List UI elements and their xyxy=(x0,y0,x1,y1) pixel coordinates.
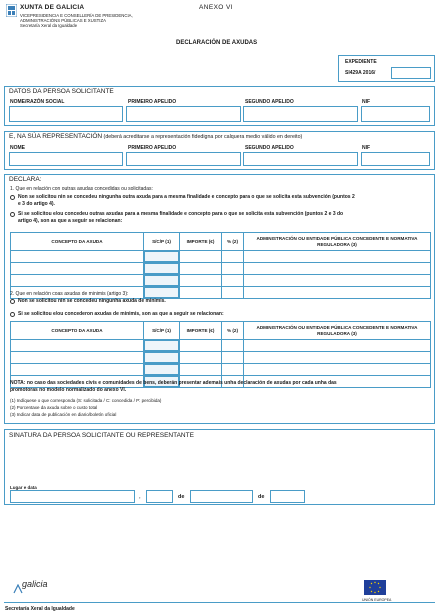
q2-option-yes-text: Si se solicitou e/ou concederon axudas de minimis, son as que a seguir se relacionan: xyxy=(18,311,224,317)
footnote-3: (3) Indicar data de publicación en diario/boletín oficial xyxy=(10,412,117,417)
amount-cell[interactable] xyxy=(180,251,222,263)
col-administration: ADMINISTRACIÓN OU ENTIDADE PÚBLICA CONCEDENTE E NORMATIVA REGULADORA (3) xyxy=(244,322,431,340)
representative-title-note: (deberá acreditarse a representación fidedigna por calquera medio válido en dereito) xyxy=(102,134,303,140)
q2-option-no-text: Non se solicitou nin se concedeu ningunha axuda de minimis. xyxy=(18,298,166,304)
q1-option-yes-radio[interactable] xyxy=(10,212,15,217)
q1-option-no-text-2: e 3 do artigo 4). xyxy=(18,201,55,207)
scp-cell[interactable] xyxy=(144,287,180,299)
place-date-label: Lugar e data xyxy=(10,485,37,490)
org-subtitle-1: VICEPRESIDENCIA E CONSELLERÍA DE PRESIDENCIA, xyxy=(20,13,133,18)
applicant-surname2-label: SEGUNDO APELIDO xyxy=(245,99,294,105)
administration-cell[interactable] xyxy=(244,352,431,364)
galicia-logo-text: galicia xyxy=(22,579,48,589)
table-row xyxy=(11,275,431,287)
percent-cell[interactable] xyxy=(222,287,244,299)
col-concept: CONCEPTO DA AXUDA xyxy=(11,322,144,340)
table-row xyxy=(11,352,431,364)
rep-name-label: NOME xyxy=(10,145,25,151)
concept-cell[interactable] xyxy=(11,352,144,364)
rep-surname2-label: SEGUNDO APELIDO xyxy=(245,145,294,151)
col-amount: IMPORTE (€) xyxy=(180,233,222,251)
rep-surname2-field[interactable] xyxy=(243,152,358,166)
aid-table-2 xyxy=(10,321,431,388)
col-percent: % (2) xyxy=(222,322,244,340)
scp-cell[interactable] xyxy=(144,263,180,275)
rep-name-field[interactable] xyxy=(9,152,123,166)
nota-line-1: NOTA: no caso das sociedades civís e comunidades de bens, deberán presentar ademais unha declaración de axudas por cada unha das xyxy=(10,380,337,386)
applicant-surname1-field[interactable] xyxy=(126,106,241,122)
amount-cell[interactable] xyxy=(180,364,222,376)
applicant-name-label: NOME/RAZÓN SOCIAL xyxy=(10,99,65,105)
applicant-nif-label: NIF xyxy=(362,99,371,105)
rep-surname1-label: PRIMEIRO APELIDO xyxy=(128,145,177,151)
amount-cell[interactable] xyxy=(180,287,222,299)
q1-option-yes-text-2: artigo 4), son as que a seguir se relacionan: xyxy=(18,218,123,224)
col-concept: CONCEPTO DA AXUDA xyxy=(11,233,144,251)
footnote-2: (2) Porcentaxe da axuda sobre o custo total xyxy=(10,405,98,410)
percent-cell[interactable] xyxy=(222,340,244,352)
org-name: XUNTA DE GALICIA xyxy=(20,4,85,11)
expediente-code: SI429A 2016/ xyxy=(345,70,376,76)
applicant-nif-field[interactable] xyxy=(361,106,430,122)
col-percent: % (2) xyxy=(222,233,244,251)
concept-cell[interactable] xyxy=(11,251,144,263)
month-field[interactable] xyxy=(190,490,253,503)
concept-cell[interactable] xyxy=(11,364,144,376)
aid-table-1-header xyxy=(11,233,431,251)
xunta-logo-icon xyxy=(6,4,17,17)
administration-cell[interactable] xyxy=(244,275,431,287)
question-1: 1. Que en relación con outras axudas concedidas ou solicitadas: xyxy=(10,186,153,192)
concept-cell[interactable] xyxy=(11,340,144,352)
rep-nif-field[interactable] xyxy=(361,152,430,166)
percent-cell[interactable] xyxy=(222,263,244,275)
percent-cell[interactable] xyxy=(222,364,244,376)
col-scp: S/C/P (1) xyxy=(144,322,180,340)
amount-cell[interactable] xyxy=(180,263,222,275)
scp-cell[interactable] xyxy=(144,364,180,376)
date-de-1: de xyxy=(178,494,185,500)
scp-cell[interactable] xyxy=(144,352,180,364)
footer-department: Secretaría Xeral da Igualdade xyxy=(5,606,75,612)
table-row xyxy=(11,340,431,352)
place-field[interactable] xyxy=(10,490,135,503)
footer-divider xyxy=(4,602,435,603)
col-administration: ADMINISTRACIÓN OU ENTIDADE PÚBLICA CONCEDENTE E NORMATIVA REGULADORA (3) xyxy=(244,233,431,251)
amount-cell[interactable] xyxy=(180,275,222,287)
year-field[interactable] xyxy=(270,490,305,503)
q1-option-no-text-1: Non se solicitou nin se concedeu ningunha outra axuda para a mesma finalidade e concepto para o que se solicita esta subvención (puntos 2 xyxy=(18,194,355,200)
col-amount: IMPORTE (€) xyxy=(180,322,222,340)
question-2: 2. Que en relación coas axudas de minimis (artigo 3): xyxy=(10,291,129,297)
percent-cell[interactable] xyxy=(222,352,244,364)
eu-flag-icon xyxy=(364,580,386,595)
declaration-title: DECLARA: xyxy=(9,176,42,183)
administration-cell[interactable] xyxy=(244,287,431,299)
concept-cell[interactable] xyxy=(11,263,144,275)
q1-option-yes-text-1: Si se solicitou e/ou concedeu outras axudas para a mesma finalidade e concepto para o que se solicita esta subvención (puntos 2 e 3 do xyxy=(18,211,344,217)
rep-nif-label: NIF xyxy=(362,145,371,151)
footnote-1: (1) Indíquese o que corresponda (S: solicitada / C: concedida / P: percibida) xyxy=(10,398,162,403)
administration-cell[interactable] xyxy=(244,340,431,352)
aid-table-2-header xyxy=(11,322,431,340)
scp-cell[interactable] xyxy=(144,340,180,352)
aid-table-1 xyxy=(10,232,431,299)
amount-cell[interactable] xyxy=(180,352,222,364)
page-title: DECLARACIÓN DE AXUDAS xyxy=(176,40,258,46)
org-subtitle-2: ADMINISTRACIÓNS PÚBLICAS E XUSTIZA xyxy=(20,18,106,23)
administration-cell[interactable] xyxy=(244,251,431,263)
q1-option-no-radio[interactable] xyxy=(10,195,15,200)
percent-cell[interactable] xyxy=(222,251,244,263)
table-row xyxy=(11,263,431,275)
col-scp: S/C/P (1) xyxy=(144,233,180,251)
administration-cell[interactable] xyxy=(244,263,431,275)
concept-cell[interactable] xyxy=(11,275,144,287)
expediente-number-field[interactable] xyxy=(391,67,431,79)
percent-cell[interactable] xyxy=(222,275,244,287)
administration-cell[interactable] xyxy=(244,364,431,376)
scp-cell[interactable] xyxy=(144,251,180,263)
table-row xyxy=(11,251,431,263)
applicant-surname1-label: PRIMEIRO APELIDO xyxy=(128,99,177,105)
applicant-name-field[interactable] xyxy=(9,106,123,122)
eu-label: UNIÓN EUROPEA xyxy=(362,598,392,602)
applicant-section-title: DATOS DA PERSOA SOLICITANTE xyxy=(9,88,114,95)
day-field[interactable] xyxy=(146,490,173,503)
signature-title: SINATURA DA PERSOA SOLICITANTE OU REPRESENTANTE xyxy=(9,432,194,439)
representative-title-bold: E, NA SÚA REPRESENTACIÓN xyxy=(9,133,103,140)
date-comma: , xyxy=(139,494,141,500)
nota-line-2: promotoras no modelo normalizado do anexo VI. xyxy=(10,387,127,393)
q2-option-yes-radio[interactable] xyxy=(10,312,15,317)
annex-label: ANEXO VI xyxy=(199,4,233,11)
representative-section-title xyxy=(9,133,302,141)
rep-surname1-field[interactable] xyxy=(126,152,241,166)
table-row xyxy=(11,364,431,376)
applicant-surname2-field[interactable] xyxy=(243,106,358,122)
org-subtitle-3: Secretaría Xeral da Igualdade xyxy=(20,23,78,28)
expediente-label: EXPEDIENTE xyxy=(345,59,377,65)
q2-option-no-radio[interactable] xyxy=(10,299,15,304)
scp-cell[interactable] xyxy=(144,275,180,287)
date-de-2: de xyxy=(258,494,265,500)
amount-cell[interactable] xyxy=(180,340,222,352)
